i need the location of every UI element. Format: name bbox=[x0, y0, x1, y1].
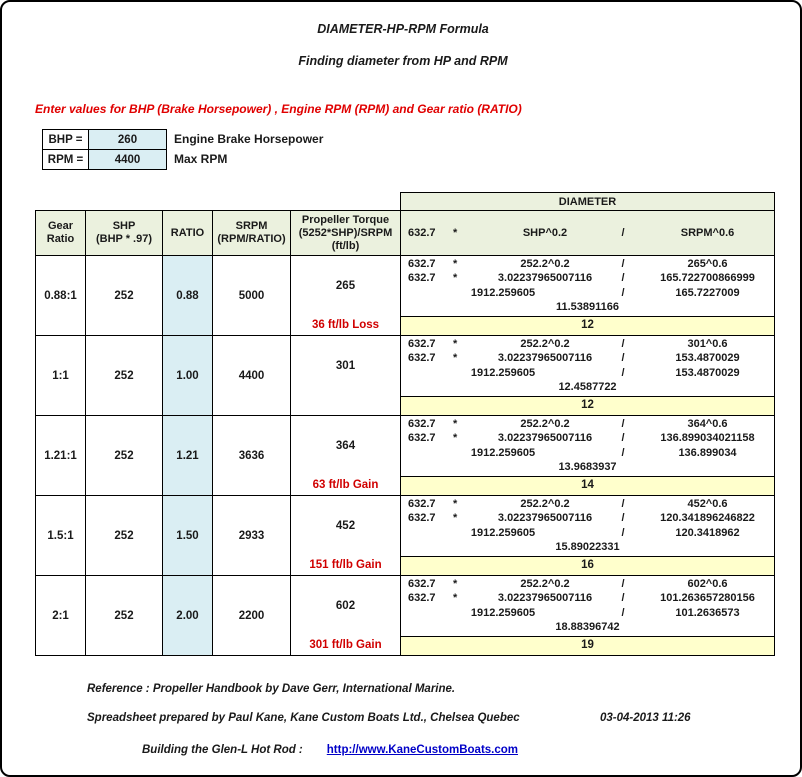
ratio-input-cell[interactable]: 1.00 bbox=[163, 336, 213, 416]
calc-divide-sign: / bbox=[621, 337, 625, 350]
diameter-raw-result: 15.89022331 bbox=[555, 541, 620, 554]
calc-srpm-term: 364^0.6 bbox=[687, 417, 728, 430]
header-gear-ratio bbox=[36, 211, 86, 256]
calc-constant: 632.7 bbox=[408, 337, 436, 350]
shp-cell: 252 bbox=[86, 496, 163, 576]
formula-multiply-sign: * bbox=[453, 227, 458, 239]
reference-note: Reference : Propeller Handbook by Dave Gerr, International Marine. bbox=[87, 683, 456, 695]
calc-product: 1912.259605 bbox=[470, 526, 536, 539]
calc-constant: 632.7 bbox=[408, 432, 436, 445]
calc-shp-value: 3.02237965007116 bbox=[497, 272, 593, 285]
calc-constant: 632.7 bbox=[408, 257, 436, 270]
page-title: DIAMETER-HP-RPM Formula bbox=[317, 22, 489, 36]
torque-note: 63 ft/lb Gain bbox=[312, 479, 379, 491]
calc-multiply-sign: * bbox=[453, 577, 458, 590]
srpm-cell: 2200 bbox=[213, 576, 291, 656]
calc-divisor: 136.899034 bbox=[678, 446, 737, 459]
diameter-calc-cell bbox=[401, 576, 775, 656]
calc-constant: 632.7 bbox=[408, 512, 436, 525]
calc-multiply-sign: * bbox=[453, 592, 458, 605]
shp-cell: 252 bbox=[86, 576, 163, 656]
calc-divide-sign: / bbox=[621, 526, 625, 539]
calc-divisor: 120.3418962 bbox=[675, 526, 740, 539]
website-link[interactable]: http://www.KaneCustomBoats.com bbox=[326, 744, 519, 756]
timestamp: 03-04-2013 11:26 bbox=[600, 712, 691, 724]
formula-srpm-term: SRPM^0.6 bbox=[680, 227, 735, 239]
ratio-input-cell[interactable]: 1.21 bbox=[163, 416, 213, 496]
calc-product: 1912.259605 bbox=[470, 286, 536, 299]
header-line: (RPM/RATIO) bbox=[217, 233, 286, 245]
srpm-cell: 4400 bbox=[213, 336, 291, 416]
calc-constant: 632.7 bbox=[408, 352, 436, 365]
header-line: (ft/lb) bbox=[331, 239, 360, 252]
ratio-input-cell[interactable]: 0.88 bbox=[163, 256, 213, 336]
torque-cell bbox=[291, 256, 401, 336]
calc-constant: 632.7 bbox=[408, 592, 436, 605]
calc-divisor: 165.7227009 bbox=[675, 286, 740, 299]
header-diameter-formula bbox=[401, 211, 775, 256]
header-propeller-torque bbox=[291, 211, 401, 256]
diameter-header: DIAMETER bbox=[401, 193, 775, 211]
shp-cell: 252 bbox=[86, 256, 163, 336]
diameter-calc-cell bbox=[401, 416, 775, 496]
header-line: SHP bbox=[112, 220, 136, 232]
spacer-cell bbox=[36, 193, 401, 211]
srpm-cell: 2933 bbox=[213, 496, 291, 576]
table-row bbox=[36, 256, 775, 336]
calc-divide-sign: / bbox=[621, 497, 625, 510]
diameter-result: 14 bbox=[401, 476, 774, 495]
diameter-result: 19 bbox=[401, 636, 774, 655]
bhp-description: Engine Brake Horsepower bbox=[174, 132, 324, 146]
ratio-input-cell[interactable]: 2.00 bbox=[163, 576, 213, 656]
calc-shp-value: 3.02237965007116 bbox=[497, 512, 593, 525]
calc-divide-sign: / bbox=[621, 606, 625, 619]
calc-multiply-sign: * bbox=[453, 497, 458, 510]
torque-value: 265 bbox=[335, 280, 356, 292]
formula-table bbox=[35, 192, 775, 656]
shp-cell: 252 bbox=[86, 336, 163, 416]
calc-shp-term: 252.2^0.2 bbox=[520, 577, 570, 590]
calc-srpm-term: 301^0.6 bbox=[687, 337, 728, 350]
calc-divide-sign: / bbox=[621, 366, 625, 379]
calc-constant: 632.7 bbox=[408, 272, 436, 285]
calc-srpm-value: 165.722700866999 bbox=[660, 272, 755, 285]
gear-ratio-cell: 1:1 bbox=[36, 336, 86, 416]
calc-divide-sign: / bbox=[621, 352, 625, 365]
calc-srpm-term: 602^0.6 bbox=[687, 577, 728, 590]
calc-multiply-sign: * bbox=[453, 337, 458, 350]
table-row bbox=[36, 576, 775, 656]
calc-shp-value: 3.02237965007116 bbox=[497, 592, 593, 605]
gear-ratio-cell: 0.88:1 bbox=[36, 256, 86, 336]
torque-cell bbox=[291, 496, 401, 576]
calc-shp-value: 3.02237965007116 bbox=[497, 352, 593, 365]
calc-product: 1912.259605 bbox=[470, 446, 536, 459]
ratio-input-cell[interactable]: 1.50 bbox=[163, 496, 213, 576]
calc-product: 1912.259605 bbox=[470, 606, 536, 619]
srpm-cell: 3636 bbox=[213, 416, 291, 496]
torque-note: 36 ft/lb Loss bbox=[311, 319, 380, 331]
header-srpm bbox=[213, 211, 291, 256]
calc-srpm-term: 452^0.6 bbox=[687, 497, 728, 510]
torque-note: 151 ft/lb Gain bbox=[309, 559, 382, 571]
calc-srpm-value: 101.263657280156 bbox=[660, 592, 755, 605]
torque-note bbox=[291, 396, 400, 415]
diameter-calc-cell bbox=[401, 256, 775, 336]
header-shp bbox=[86, 211, 163, 256]
calc-constant: 632.7 bbox=[408, 417, 436, 430]
torque-value: 602 bbox=[335, 600, 356, 612]
calc-divide-sign: / bbox=[621, 272, 625, 285]
gear-ratio-cell: 2:1 bbox=[36, 576, 86, 656]
torque-value: 452 bbox=[335, 520, 356, 532]
header-ratio bbox=[163, 211, 213, 256]
calc-shp-value: 3.02237965007116 bbox=[497, 432, 593, 445]
rpm-description: Max RPM bbox=[174, 152, 228, 166]
calc-srpm-value: 120.341896246822 bbox=[660, 512, 755, 525]
instruction-text: Enter values for BHP (Brake Horsepower) , Engine RPM (RPM) and Gear ratio (RATIO) bbox=[35, 102, 522, 116]
calc-divide-sign: / bbox=[621, 512, 625, 525]
table-row bbox=[36, 416, 775, 496]
shp-cell: 252 bbox=[86, 416, 163, 496]
calc-divide-sign: / bbox=[621, 577, 625, 590]
calc-shp-term: 252.2^0.2 bbox=[520, 337, 570, 350]
bhp-rpm-input-table bbox=[42, 129, 167, 170]
header-line: Propeller Torque bbox=[301, 213, 390, 226]
torque-value: 364 bbox=[335, 440, 356, 452]
torque-cell bbox=[291, 336, 401, 416]
header-line: Ratio bbox=[46, 233, 75, 245]
calc-constant: 632.7 bbox=[408, 577, 436, 590]
prepared-note: Spreadsheet prepared by Paul Kane, Kane Custom Boats Ltd., Chelsea Quebec bbox=[87, 712, 520, 724]
diameter-raw-result: 13.9683937 bbox=[558, 461, 617, 474]
calc-divide-sign: / bbox=[621, 432, 625, 445]
calc-multiply-sign: * bbox=[453, 257, 458, 270]
bhp-value-input[interactable]: 260 bbox=[89, 130, 167, 150]
rpm-value-input[interactable]: 4400 bbox=[89, 150, 167, 170]
header-line: (5252*SHP)/SRPM bbox=[298, 226, 393, 239]
diameter-calc-cell bbox=[401, 496, 775, 576]
calc-divisor: 101.2636573 bbox=[675, 606, 740, 619]
diameter-raw-result: 18.88396742 bbox=[555, 621, 620, 634]
calc-multiply-sign: * bbox=[453, 352, 458, 365]
calc-divide-sign: / bbox=[621, 446, 625, 459]
building-note bbox=[142, 744, 518, 756]
calc-multiply-sign: * bbox=[453, 512, 458, 525]
calc-srpm-value: 136.899034021158 bbox=[660, 432, 755, 445]
srpm-cell: 5000 bbox=[213, 256, 291, 336]
diameter-result: 12 bbox=[401, 396, 774, 415]
diameter-raw-result: 12.4587722 bbox=[558, 381, 617, 394]
header-line: (BHP * .97) bbox=[95, 233, 153, 245]
bhp-label: BHP = bbox=[43, 130, 89, 150]
torque-cell bbox=[291, 576, 401, 656]
formula-divide-sign: / bbox=[621, 227, 625, 239]
formula-shp-term: SHP^0.2 bbox=[522, 227, 568, 239]
calc-divide-sign: / bbox=[621, 286, 625, 299]
torque-note: 301 ft/lb Gain bbox=[309, 639, 382, 651]
calc-multiply-sign: * bbox=[453, 417, 458, 430]
calc-shp-term: 252.2^0.2 bbox=[520, 497, 570, 510]
calc-srpm-value: 153.4870029 bbox=[675, 352, 740, 365]
calc-divide-sign: / bbox=[621, 417, 625, 430]
gear-ratio-cell: 1.21:1 bbox=[36, 416, 86, 496]
header-line: SRPM bbox=[235, 220, 268, 232]
page-subtitle: Finding diameter from HP and RPM bbox=[298, 54, 508, 68]
calc-constant: 632.7 bbox=[408, 497, 436, 510]
calc-divisor: 153.4870029 bbox=[675, 366, 740, 379]
rpm-label: RPM = bbox=[43, 150, 89, 170]
diameter-raw-result: 11.53891166 bbox=[555, 301, 620, 314]
header-line: Gear bbox=[47, 220, 74, 232]
diameter-calc-cell bbox=[401, 336, 775, 416]
calc-divide-sign: / bbox=[621, 257, 625, 270]
calc-srpm-term: 265^0.6 bbox=[687, 257, 728, 270]
diameter-result: 16 bbox=[401, 556, 774, 575]
torque-cell bbox=[291, 416, 401, 496]
formula-constant: 632.7 bbox=[408, 227, 436, 239]
gear-ratio-cell: 1.5:1 bbox=[36, 496, 86, 576]
calc-multiply-sign: * bbox=[453, 432, 458, 445]
table-row bbox=[36, 496, 775, 576]
calc-multiply-sign: * bbox=[453, 272, 458, 285]
calc-product: 1912.259605 bbox=[470, 366, 536, 379]
diameter-result: 12 bbox=[401, 316, 774, 335]
calc-shp-term: 252.2^0.2 bbox=[520, 257, 570, 270]
table-row bbox=[36, 336, 775, 416]
building-note-label: Building the Glen-L Hot Rod : bbox=[142, 744, 303, 756]
torque-value: 301 bbox=[335, 360, 356, 372]
header-line: RATIO bbox=[170, 226, 205, 239]
calc-divide-sign: / bbox=[621, 592, 625, 605]
calc-shp-term: 252.2^0.2 bbox=[520, 417, 570, 430]
